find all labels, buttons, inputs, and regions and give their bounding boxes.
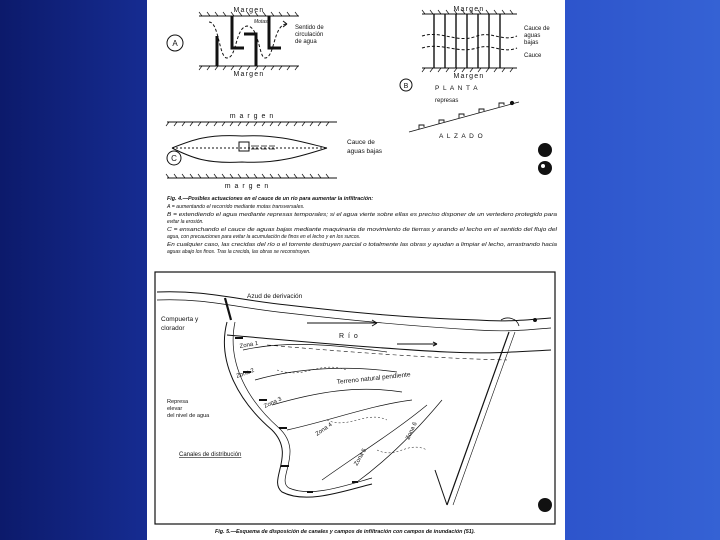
fig5-represa-2: elevar [167, 406, 183, 412]
panel-c [166, 122, 337, 178]
fig4-caption-line-1: Fig. 4.—Posibles actuaciones en el cauce de un río para aumentar la infiltración: [167, 196, 374, 202]
panel-a [167, 12, 299, 70]
panel-a-flow-label-3: de agua [295, 39, 317, 45]
fig5-canales: Canales de distribución [179, 452, 242, 458]
scanned-page [147, 0, 565, 540]
fig5-zone-1: Zona 1 [239, 340, 259, 350]
fig4-caption-line-8: aguas abajo los finos. Tras la crecida, las obras se reconstruyen. [167, 249, 311, 255]
fig4-caption-line-4: evitar la erosión. [167, 219, 204, 225]
figure-5-frame [155, 272, 555, 524]
panel-a-margin-bottom: Margen [233, 71, 265, 78]
fig5-compuerta-1: Compuerta y [161, 316, 199, 323]
panel-b-margin-bottom: Margen [453, 73, 485, 80]
panel-b-channel-label-1: Cauce de [524, 26, 550, 32]
panel-b [400, 10, 519, 132]
panel-a-letter: A [172, 39, 178, 48]
fig4-caption-line-2: A = aumentando el recorrido mediante motas transversales. [167, 204, 305, 210]
panel-c-margin-top: m a r g e n [229, 113, 275, 120]
fig4-caption-line-5: C = ensanchando el cauce de aguas bajas mediante maquinaria de movimiento de tierras y arando el lecho en el sentido del flujo del [167, 227, 559, 233]
fig5-represa-1: Represa [167, 399, 189, 405]
panel-a-flow-label-1: Sentido de [295, 25, 324, 31]
panel-c-margin-bottom: m a r g e n [224, 183, 270, 190]
panel-c-channel-label-2: aguas bajas [347, 148, 383, 155]
panel-c-letter: C [171, 154, 177, 163]
fig4-caption-line-6: agua, con precauciones para evitar la acumulación de finos en el lecho y en los surcos. [167, 234, 361, 240]
scan-marks [538, 143, 552, 512]
fig5-compuerta-2: clorador [161, 325, 185, 332]
fig4-caption [166, 196, 558, 255]
fig5-zone-4: Zona 4 [314, 422, 334, 438]
panel-b-alzado: A L Z A D O [439, 133, 484, 140]
fig5-caption: Fig. 5.—Esquema de disposición de canales y campos de infiltración con campos de inundación (51). [215, 529, 476, 535]
panel-a-note: Motas [254, 19, 268, 25]
fig5-zone-5: Zona 5 [353, 447, 369, 467]
fig4-caption-line-3: B = extendiendo el agua mediante represas temporales; si el agua vierte sobre ellas es preciso disponer de un vertedero protegido para [167, 212, 558, 218]
panel-b-channel-label-2: aguas [524, 33, 541, 39]
panel-a-flow-label-2: circulación [295, 32, 324, 38]
panel-c-channel-label-1: Cauce de [347, 139, 375, 146]
fig5-represa-3: del nivel de agua [167, 413, 210, 419]
figure-drawing [147, 0, 565, 540]
panel-b-cauce: Cauce [524, 53, 542, 59]
fig5-terreno: Terreno natural pendiente [336, 371, 411, 386]
panel-b-planta: P L A N T A [435, 85, 479, 92]
panel-b-channel-label-3: bajas [524, 40, 539, 46]
panel-b-letter: B [403, 83, 409, 90]
fig5-azud: Azud de derivación [247, 293, 303, 300]
panel-b-margin-top: Margen [453, 6, 485, 13]
panel-b-represas: represas [435, 98, 459, 104]
fig5-rio: R í o [339, 333, 359, 340]
figure-5-drawing [157, 292, 551, 505]
panel-a-margin-top: Margen [233, 7, 265, 14]
fig5-zone-6: Zona 6 [405, 421, 419, 441]
fig4-caption-line-7: En cualquier caso, las crecidas del río o el torrente destruyen parcial o totalmente las obras y ayudan a limpiar el lecho, arrastrando hacia [167, 242, 558, 248]
fig5-zone-2: Zona 2 [235, 367, 256, 380]
fig5-zone-3: Zona 3 [263, 396, 283, 410]
